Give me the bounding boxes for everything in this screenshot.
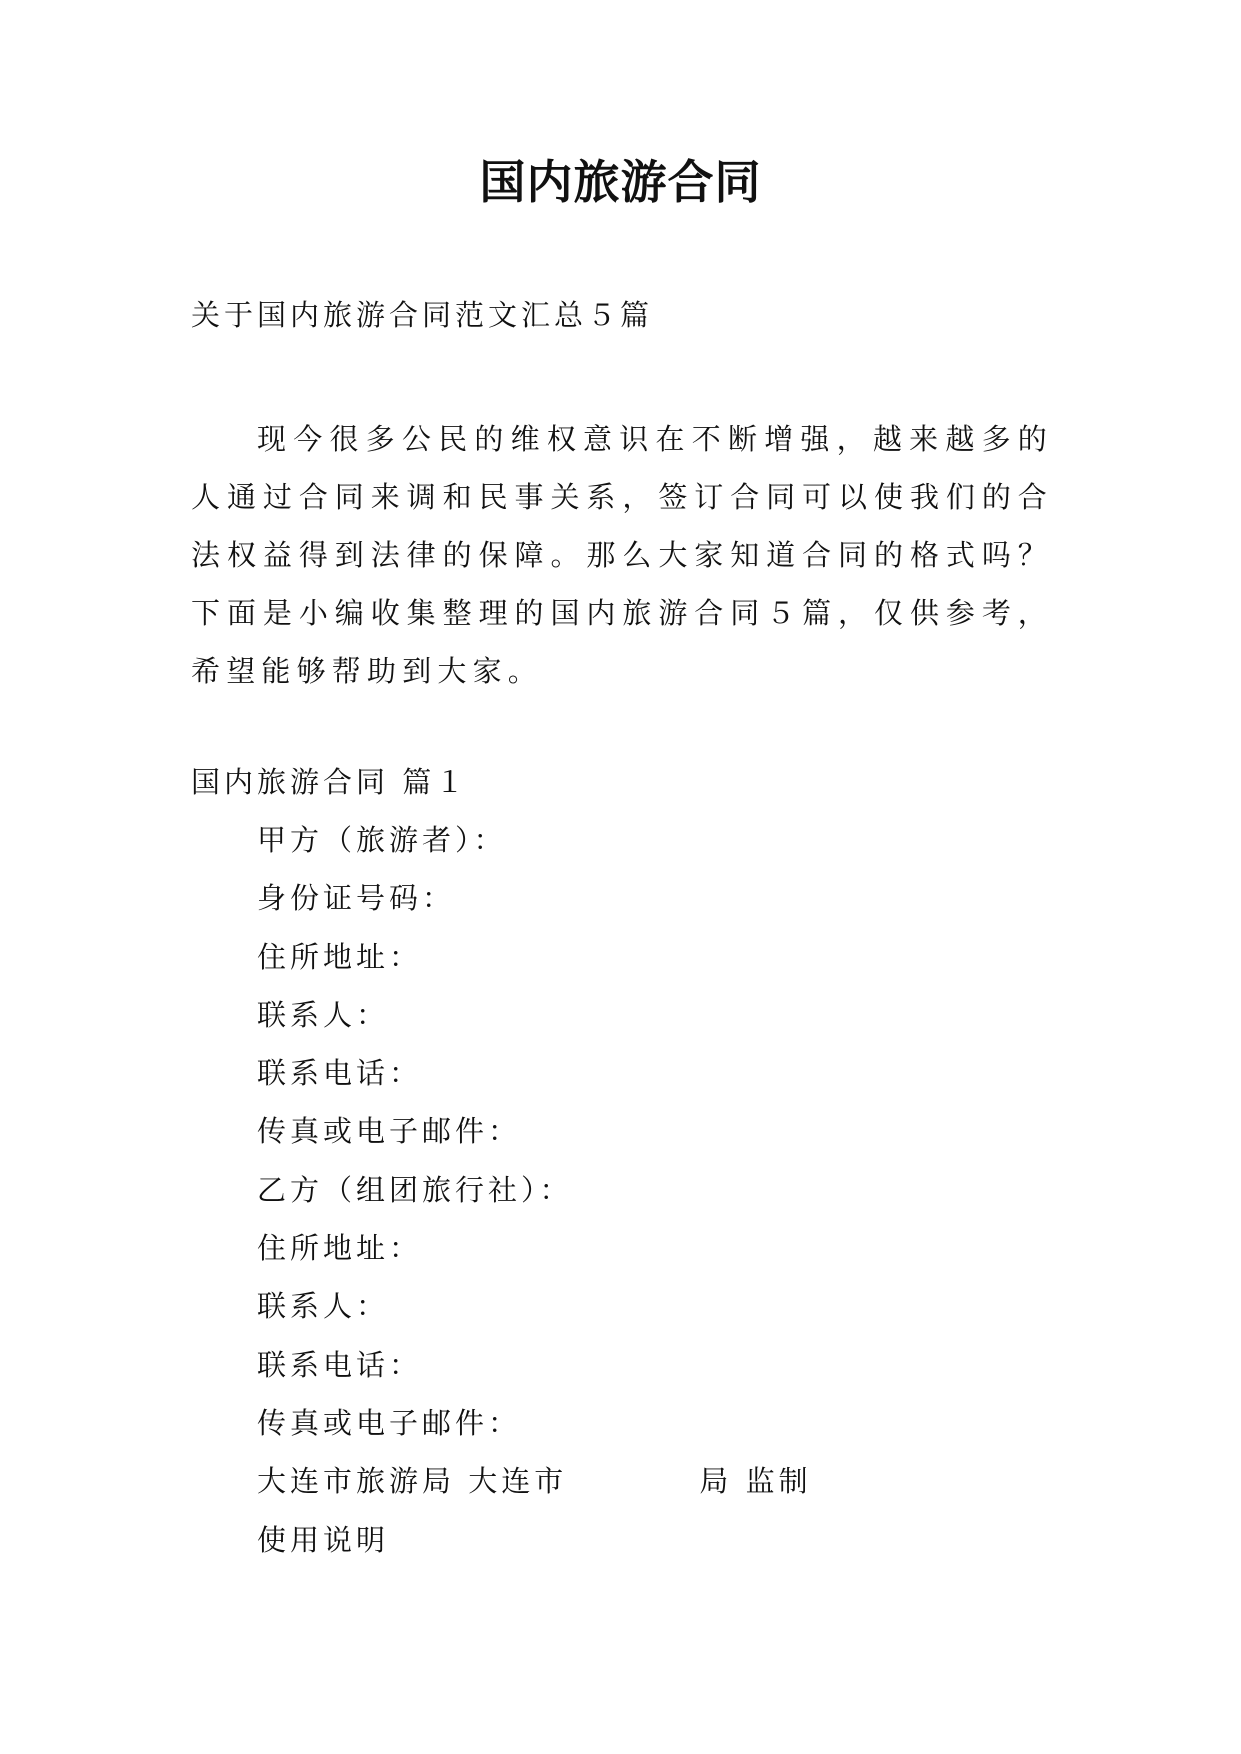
field-fax-email-a: 传真或电子邮件： [257,1114,522,1149]
field-usage-notes: 使用说明 [257,1522,390,1557]
field-fax-email-b: 传真或电子邮件： [257,1405,522,1440]
field-phone-a: 联系电话： [257,1056,423,1091]
field-phone-b: 联系电话： [257,1347,423,1382]
field-party-a: 甲方（旅游者）： [257,823,507,857]
field-id-number: 身份证号码： [257,881,456,916]
document-subtitle: 关于国内旅游合同范文汇总５篇 [191,298,654,332]
contract-fields [257,820,812,1578]
intro-paragraph: 现今很多公民的维权意识在不断增强，越来越多的人通过合同来调和民事关系，签订合同可以使我们的合法权益得到法律的保障。那么大家知道合同的格式吗？下面是小编收集整理的国内旅游合同５篇，仅供参考，希望能够帮助到大家。 [191,422,1053,688]
field-address-b: 住所地址： [257,1231,423,1266]
field-supervision: 大连市旅游局 大连市 局 监制 [257,1464,812,1499]
section-heading: 国内旅游合同 篇１ [191,765,469,799]
field-contact-a: 联系人： [257,997,390,1032]
field-contact-b: 联系人： [257,1289,390,1324]
field-party-b: 乙方（组团旅行社）： [257,1172,573,1207]
field-address-a: 住所地址： [257,939,423,974]
document-title: 国内旅游合同 [479,155,762,209]
